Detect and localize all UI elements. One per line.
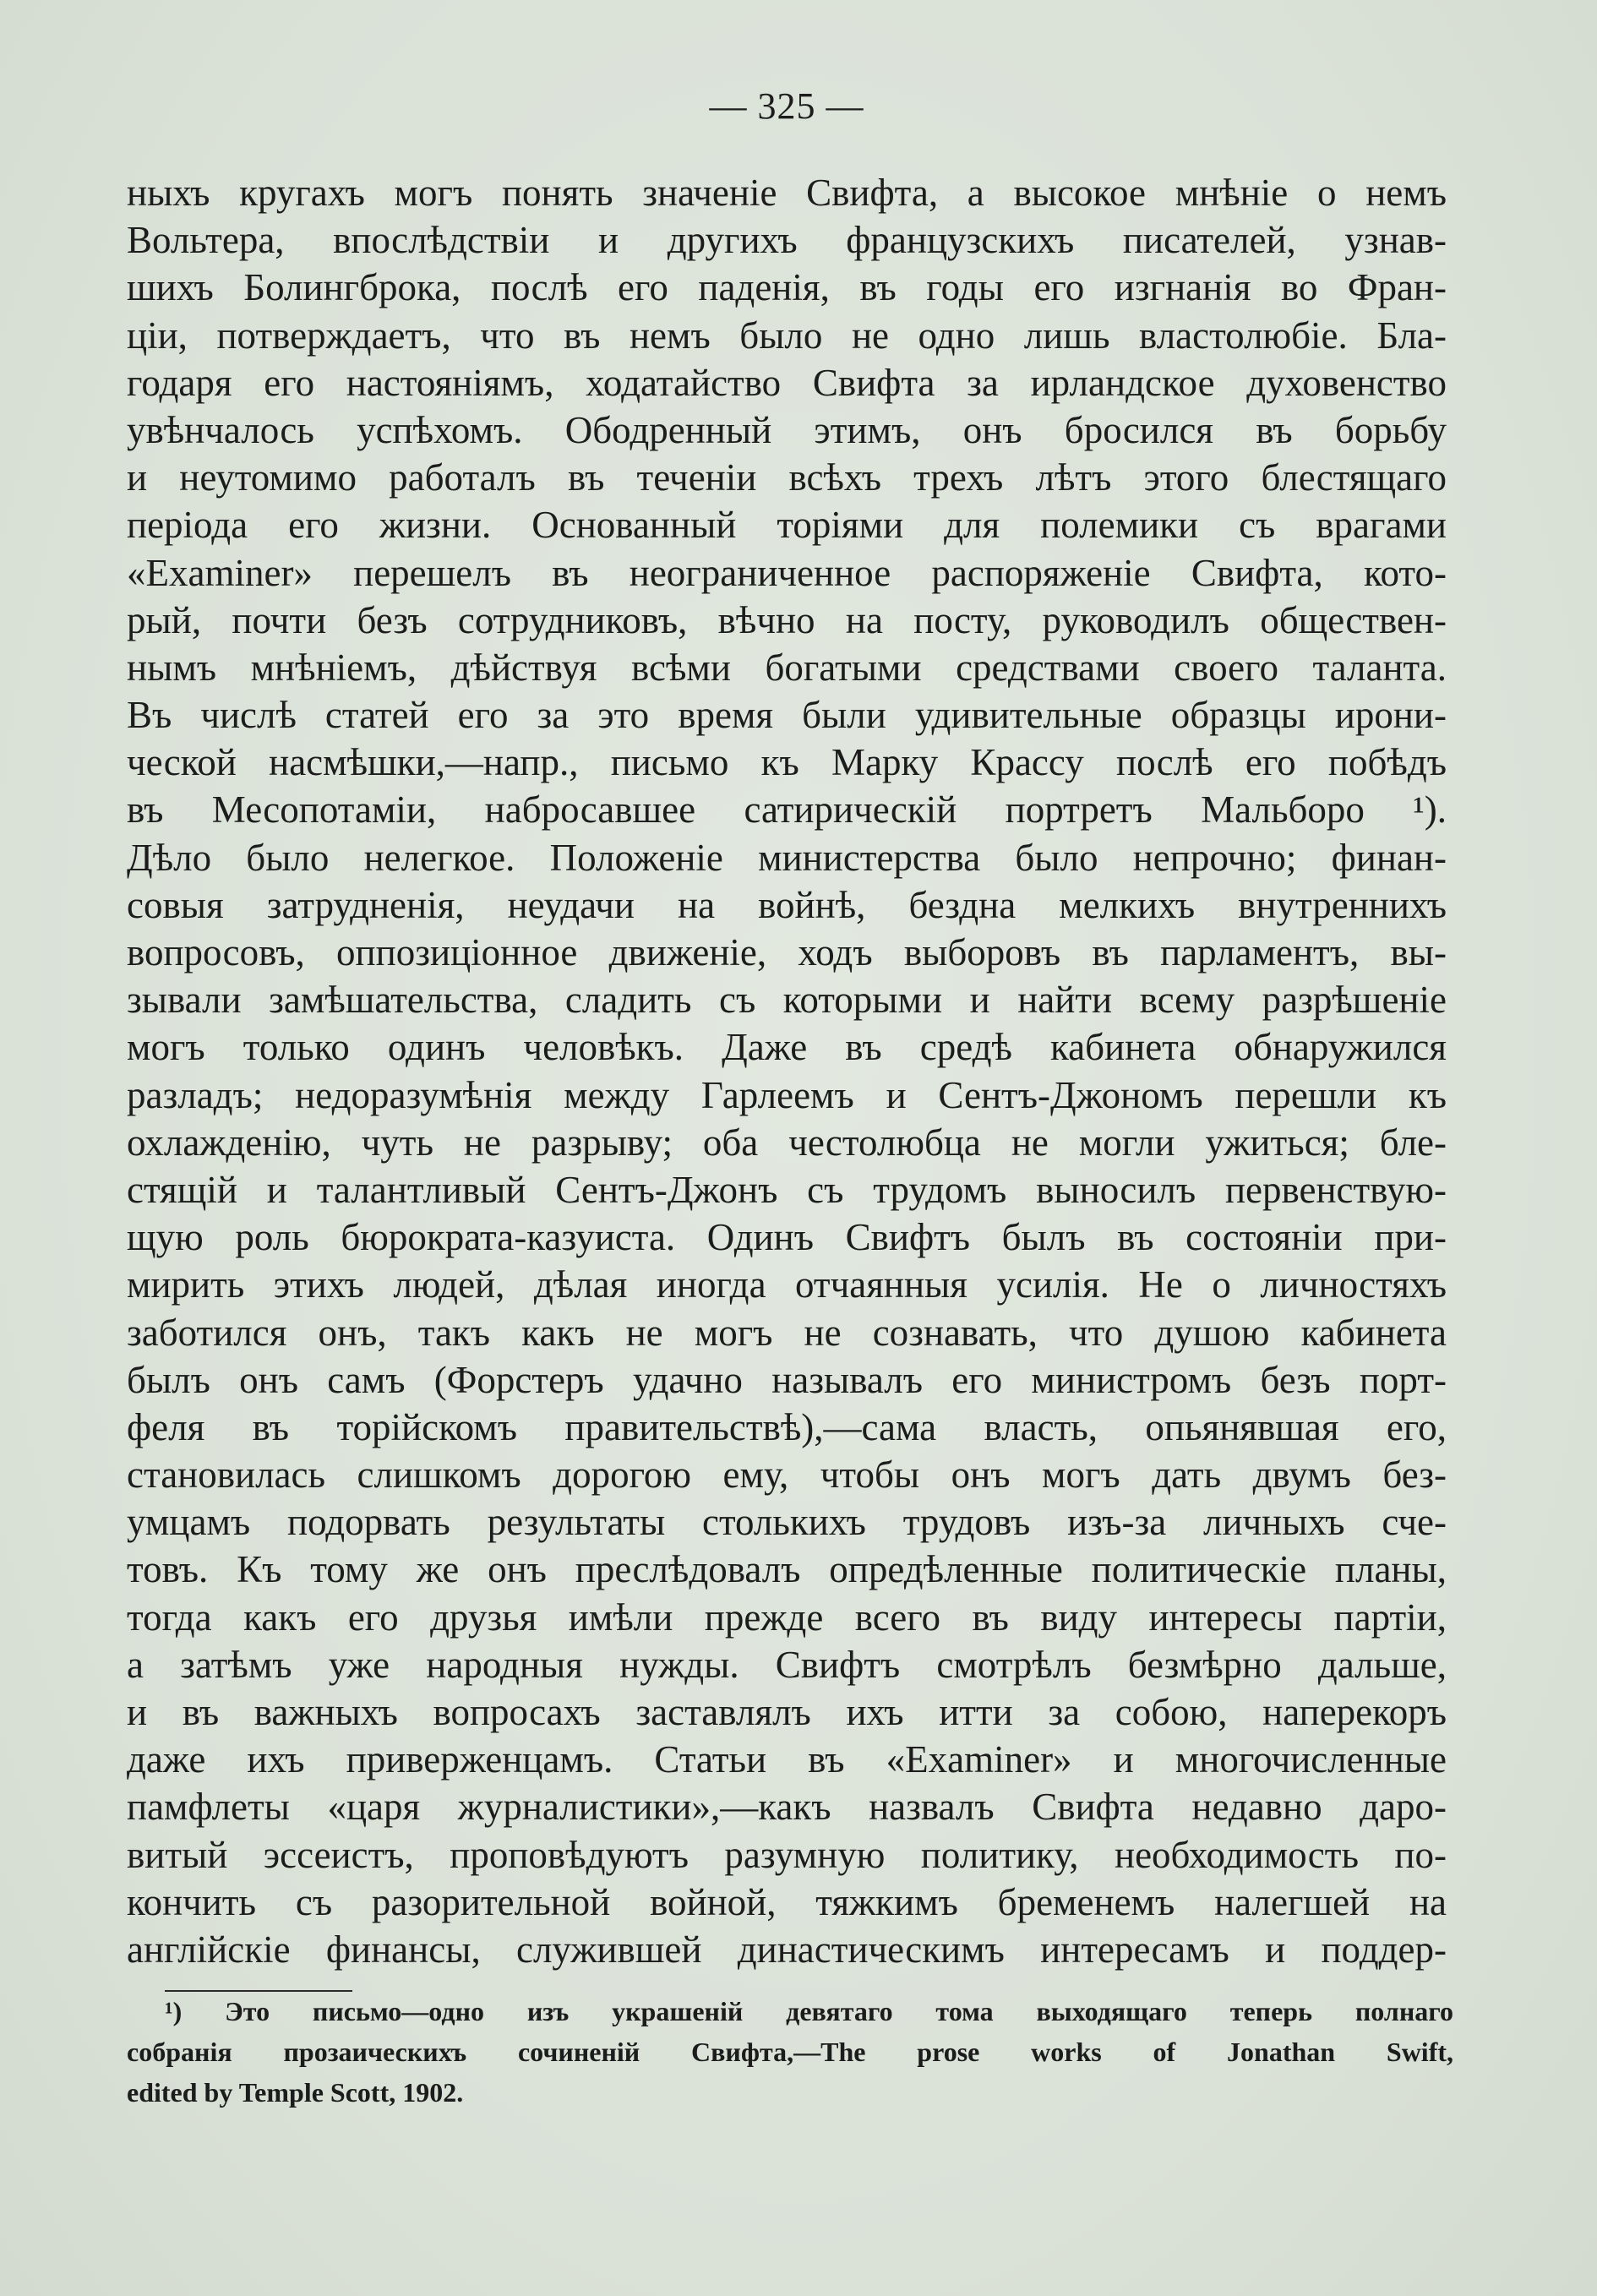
text-line: тогда какъ его друзья имѣли прежде всего въ виду интересы партіи, — [127, 1595, 1447, 1639]
text-line: а затѣмъ уже народныя нужды. Свифтъ смотрѣлъ безмѣрно дальше, — [127, 1643, 1447, 1686]
text-line: могъ только одинъ человѣкъ. Даже въ средѣ кабинета обнаружился — [127, 1026, 1447, 1069]
text-line: становилась слишкомъ дорогою ему, чтобы онъ могъ дать двумъ без- — [127, 1453, 1447, 1497]
footnote-line: edited by Temple Scott, 1902. — [127, 2077, 464, 2108]
text-line: въ Месопотаміи, набросавшее сатирическій портретъ Мальборо ¹). — [127, 788, 1447, 832]
text-line: Вольтера, впослѣдствіи и другихъ французскихъ писателей, узнав- — [127, 219, 1447, 262]
text-line: рый, почти безъ сотрудниковъ, вѣчно на посту, руководилъ обществен- — [127, 598, 1447, 641]
text-line: даже ихъ приверженцамъ. Статьи въ «Examiner» и многочисленные — [127, 1738, 1447, 1781]
text-line: разладъ; недоразумѣнія между Гарлеемъ и Сентъ-Джономъ перешли къ — [127, 1073, 1447, 1116]
text-line: заботился онъ, такъ какъ не могъ не сознавать, что душою кабинета — [127, 1311, 1447, 1354]
text-line: умцамъ подорвать результаты столькихъ трудовъ изъ-за личныхъ сче- — [127, 1501, 1447, 1544]
text-line: періода его жизни. Основанный торіями для полемики съ врагами — [127, 504, 1447, 547]
text-line: памфлеты «царя журналистики»,—какъ назвалъ Свифта недавно даро- — [127, 1786, 1447, 1829]
text-line: былъ онъ самъ (Форстеръ удачно называлъ его министромъ безъ порт- — [127, 1358, 1447, 1401]
text-line: вопросовъ, оппозиціонное движеніе, ходъ выборовъ въ парламентъ, вы- — [127, 931, 1447, 973]
page-number: — 325 — — [709, 85, 864, 127]
text-line: феля въ торійскомъ правительствѣ),—сама власть, опьянявшая его, — [127, 1405, 1447, 1448]
text-line: совыя затрудненія, неудачи на войнѣ, бездна мелкихъ внутреннихъ — [127, 883, 1447, 926]
text-line: и въ важныхъ вопросахъ заставлялъ ихъ итти за собою, наперекоръ — [127, 1691, 1447, 1733]
text-line: англійскіе финансы, служившей династическимъ интересамъ и поддер- — [127, 1928, 1447, 1971]
text-line: зывали замѣшательства, сладить съ которыми и найти всему разрѣшеніе — [127, 979, 1447, 1022]
text-line: витый эссеистъ, проповѣдуютъ разумную политику, необходимость по- — [127, 1833, 1447, 1876]
text-line: увѣнчалось успѣхомъ. Ободренный этимъ, онъ бросился въ борьбу — [127, 408, 1447, 451]
text-line: и неутомимо работалъ въ теченіи всѣхъ трехъ лѣтъ этого блестящаго — [127, 456, 1447, 499]
text-line: ческой насмѣшки,—напр., письмо къ Марку Крассу послѣ его побѣдъ — [127, 741, 1447, 784]
text-line: товъ. Къ тому же онъ преслѣдовалъ опредѣленные политическіе планы, — [127, 1548, 1447, 1591]
text-line: ціи, потверждаетъ, что въ немъ было не одно лишь властолюбіе. Бла- — [127, 314, 1447, 357]
footnote-line: собранія прозаическихъ сочиненій Свифта,—The prose works of Jonathan Swift, — [127, 2037, 1453, 2067]
text-line: кончить съ разорительной войной, тяжкимъ бременемъ налегшей на — [127, 1880, 1447, 1923]
text-line: Въ числѣ статей его за это время были удивительные образцы ирони- — [127, 694, 1447, 737]
footnote — [127, 1991, 1453, 2113]
text-line: «Examiner» перешелъ въ неограниченное распоряженіе Свифта, кото- — [127, 551, 1447, 594]
footnote-line: ¹) Это письмо—одно изъ украшеній девятаго тома выходящаго теперь полнаго — [165, 1996, 1453, 2026]
text-line: охлажденію, чуть не разрыву; оба честолюбца не могли ужиться; бле- — [127, 1121, 1447, 1164]
text-line: годаря его настояніямъ, ходатайство Свифта за ирландское духовенство — [127, 361, 1447, 404]
text-line: щую роль бюрократа-казуиста. Одинъ Свифтъ былъ въ состояніи при- — [127, 1216, 1447, 1259]
text-line: нымъ мнѣніемъ, дѣйствуя всѣми богатыми средствами своего таланта. — [127, 646, 1447, 689]
text-line: Дѣло было нелегкое. Положеніе министерства было непрочно; финан- — [127, 836, 1447, 879]
text-line: шихъ Болингброка, послѣ его паденія, въ годы его изгнанія во Фран- — [127, 266, 1447, 309]
body-text — [127, 169, 1447, 1973]
text-line: стящій и талантливый Сентъ-Джонъ съ трудомъ выносилъ первенствую- — [127, 1168, 1447, 1211]
text-line: ныхъ кругахъ могъ понять значеніе Свифта, а высокое мнѣніе о немъ — [127, 172, 1447, 214]
text-line: мирить этихъ людей, дѣлая иногда отчаянныя усилія. Не о личностяхъ — [127, 1263, 1447, 1306]
